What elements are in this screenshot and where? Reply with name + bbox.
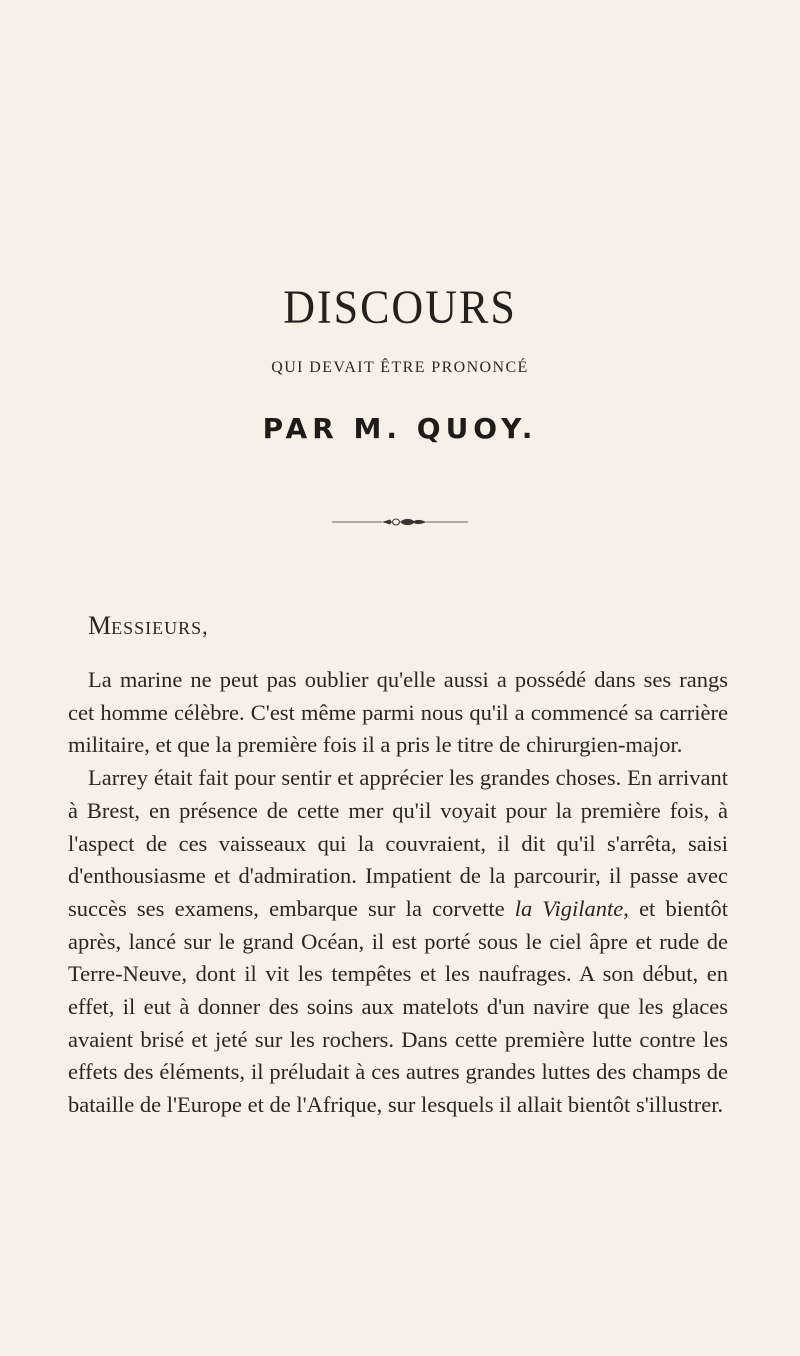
page-title: DISCOURS — [283, 281, 517, 334]
paragraph-2-text-start: Larrey était fait pour sentir et apprécier les grandes choses. En arrivant à Brest, en présence de cette mer qu'il voyait pour la première fois, à l'aspect de ces vaisseaux qui la couvraient, il dit qu'il s'arrêta, saisi d'enthousiasme et d'admiration. Impatient de la parcourir, il passe avec succès ses examens, embarque sur la corvette — [68, 765, 728, 921]
paragraph-1-text: La marine ne peut pas oublier qu'elle aussi a possédé dans ses rangs cet homme célèbre. C'est même parmi nous qu'il a commencé sa carrière militaire, et que la première fois il a pris le titre de chirurgien-major. — [68, 667, 728, 758]
paragraph-1 — [68, 664, 728, 762]
subtitle: QUI DEVAIT ÊTRE PRONONCÉ — [271, 359, 529, 376]
salutation — [88, 611, 208, 641]
paragraph-2-text-end: , et bientôt après, lancé sur le grand Océan, il est porté sous le ciel âpre et rude de Terre-Neuve, dont il vit les tempêtes et les naufrages. A son début, en effet, il eut à donner des soins aux matelots d'un navire que les glaces avaient brisé et jeté sur les rochers. Dans cette première lutte contre les effets des éléments, il préludait à ces autres grandes luttes des champs de bataille de l'Europe et de l'Afrique, sur lesquels il allait bientôt s'illustrer. — [68, 895, 728, 1118]
salutation-rest: ESSIEURS — [111, 618, 203, 638]
body-text — [68, 664, 728, 1122]
salutation-initial: M — [88, 611, 112, 640]
ship-name: la Vigilante — [514, 895, 624, 921]
ornament-divider-icon — [330, 512, 470, 532]
paragraph-2 — [68, 762, 728, 1122]
author-line: PAR M. QUOY. — [262, 412, 538, 445]
salutation-punct: , — [202, 614, 208, 639]
